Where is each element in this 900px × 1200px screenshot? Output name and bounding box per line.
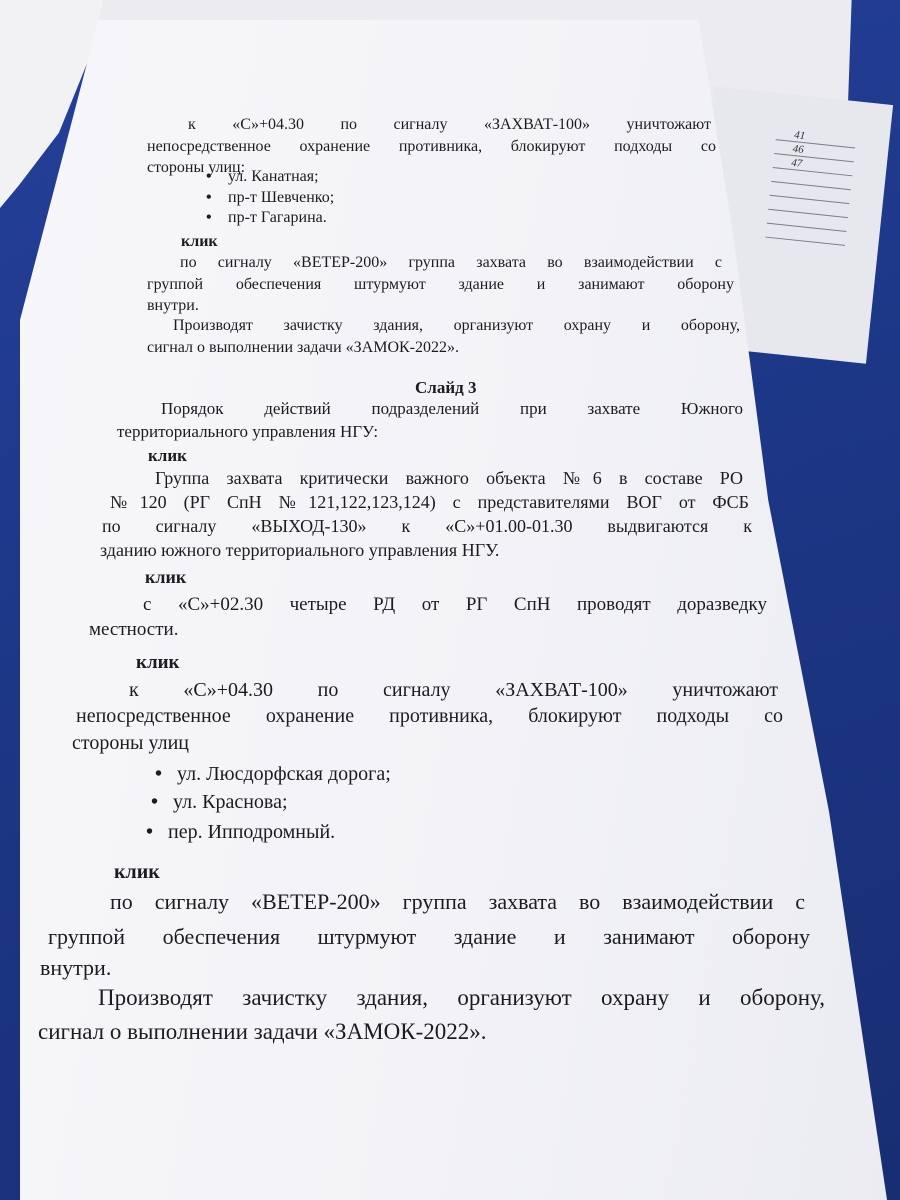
text-line: сигнал о выполнении задачи «ЗАМОК-2022».	[38, 1019, 487, 1044]
street-list-item: • пр-т Гагарина.	[228, 210, 327, 226]
klik-label: клик	[136, 652, 180, 673]
text-line: сигнал о выполнении задачи «ЗАМОК-2022».	[147, 339, 459, 356]
street-list-item: • пр-т Шевченко;	[228, 190, 334, 206]
table-number: 46	[792, 142, 805, 157]
street-list-item: • ул. Краснова;	[173, 792, 288, 812]
text-line: Производят зачистку здания, организуют охрану и оборону,	[173, 317, 740, 334]
text-line: стороны улиц	[72, 732, 190, 754]
klik-label: клик	[114, 861, 160, 883]
text-line: к «С»+04.30 по сигналу «ЗАХВАТ-100» уничтожают	[188, 116, 711, 133]
table-number: 41	[793, 129, 806, 143]
text-line: внутри.	[40, 955, 112, 980]
text-line: территориального управления НГУ:	[117, 422, 379, 441]
text-line: группой обеспечения штурмуют здание и занимают оборону	[147, 276, 734, 293]
text-line: группой обеспечения штурмуют здание и занимают оборону	[48, 924, 810, 949]
text-line: №120 (РГ СпН №121,122,123,124) с представителями ВОГ от ФСБ	[110, 492, 749, 512]
text-line: Группа захвата критически важного объекта №6 в составе РО	[155, 468, 743, 488]
text-line: Порядок действий подразделений при захвате Южного	[161, 399, 743, 418]
klik-label: клик	[181, 233, 218, 250]
text-line: местности.	[89, 619, 179, 640]
text-line: стороны улиц:	[147, 159, 246, 176]
table-number: 47	[790, 156, 803, 170]
text-line: внутри.	[147, 297, 199, 314]
text-line: по сигналу «ВЫХОД-130» к «С»+01.00-01.30 выдвигаются к	[102, 516, 752, 536]
klik-label: клик	[145, 567, 187, 587]
text-line: по сигналу «ВЕТЕР-200» группа захвата во взаимодействии с	[110, 889, 805, 914]
text-line: по сигналу «ВЕТЕР-200» группа захвата во взаимодействии с	[180, 254, 722, 271]
text-line: Производят зачистку здания, организуют охрану и оборону,	[98, 985, 825, 1010]
text-line: непосредственное охранение противника, блокируют подходы со	[147, 138, 716, 155]
text-line: зданию южного территориального управления НГУ.	[100, 540, 500, 560]
text-line: к «С»+04.30 по сигналу «ЗАХВАТ-100» уничтожают	[129, 679, 778, 701]
street-list-item: • пер. Ипподромный.	[168, 822, 335, 842]
klik-label: клик	[148, 446, 187, 465]
slide-heading: Слайд 3	[415, 378, 477, 397]
text-line: непосредственное охранение противника, блокируют подходы со	[76, 705, 783, 727]
street-list-item: • ул. Канатная;	[228, 169, 319, 185]
text-line: с «С»+02.30 четыре РД от РГ СпН проводят доразведку	[143, 594, 767, 615]
street-list-item: • ул. Люсдорфская дорога;	[177, 764, 391, 784]
